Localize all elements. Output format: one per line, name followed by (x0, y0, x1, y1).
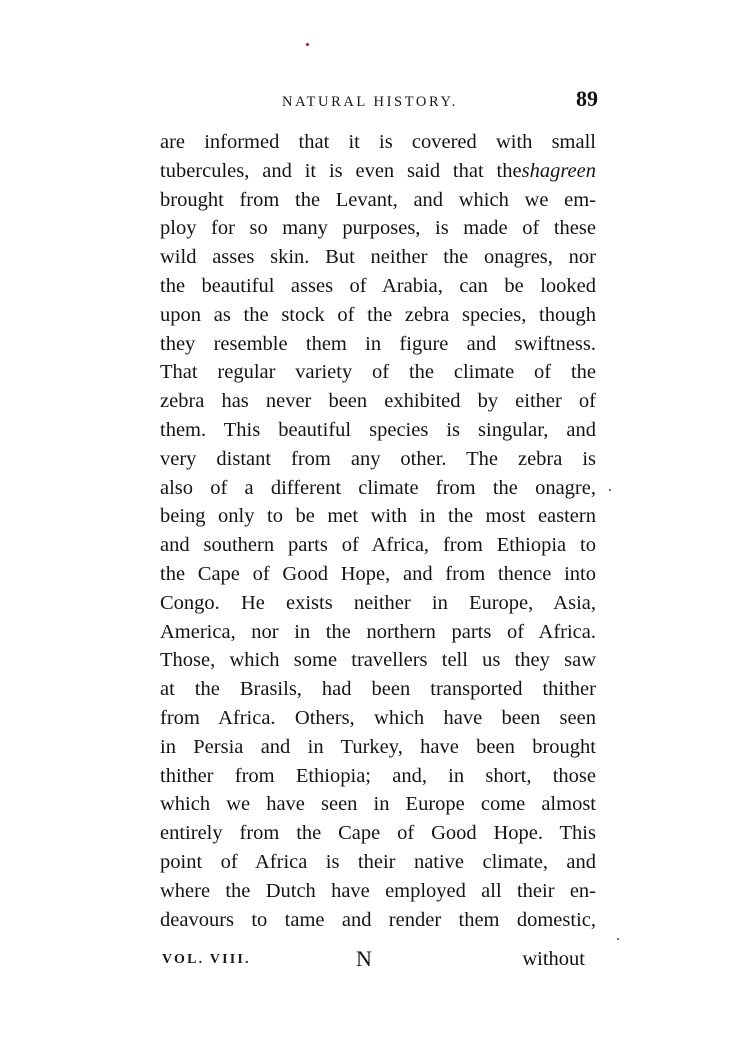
running-title: NATURAL HISTORY. (282, 94, 458, 110)
ink-speck (609, 489, 611, 491)
text-line: and southern parts of Africa, from Ethiopia to (160, 534, 596, 557)
gathering-mark: N (356, 946, 372, 971)
text-line: the beautiful asses of Arabia, can be looked (160, 274, 596, 297)
text-line: at the Brasils, had been transported thither (160, 678, 596, 701)
text-line: in Persia and in Turkey, have been brought (160, 735, 596, 758)
text-line: ploy for so many purposes, is made of these (160, 217, 596, 240)
text-line: deavours to tame and render them domestic, (160, 908, 596, 931)
text-line: which we have seen in Europe come almost (160, 793, 596, 816)
text-line: from Africa. Others, which have been seen (160, 706, 596, 729)
text-line: America, nor in the northern parts of Africa. (160, 620, 596, 643)
ink-speck (617, 938, 619, 940)
text-line: are informed that it is covered with small (160, 131, 596, 153)
italic-word: shagreen (521, 159, 596, 182)
text-line: upon as the stock of the zebra species, though (160, 303, 596, 326)
text-line: Congo. He exists neither in Europe, Asia, (160, 591, 596, 614)
text-line: they resemble them in figure and swiftness. (160, 332, 596, 355)
volume-signature: VOL. VIII. (162, 952, 251, 967)
text-line: That regular variety of the climate of the (160, 361, 596, 384)
text-line: the Cape of Good Hope, and from thence into (160, 562, 596, 585)
page-footer (160, 948, 585, 978)
text-line-part: tubercules, and it is even said that the (160, 159, 522, 182)
page-number: 89 (576, 86, 598, 111)
text-line: Those, which some travellers tell us they saw (160, 649, 596, 672)
text-line: brought from the Levant, and which we em- (160, 188, 596, 211)
text-line: entirely from the Cape of Good Hope. This (160, 822, 596, 845)
text-line: also of a different climate from the onagre, (160, 476, 596, 499)
body-text (160, 128, 596, 934)
text-line: where the Dutch have employed all their en- (160, 879, 596, 902)
ink-speck (306, 43, 309, 46)
running-head (160, 86, 600, 120)
text-line: zebra has never been exhibited by either of (160, 390, 596, 413)
text-line: very distant from any other. The zebra is (160, 447, 596, 470)
catchword: without (522, 948, 585, 970)
text-line: thither from Ethiopia; and, in short, those (160, 764, 596, 787)
text-line: being only to be met with in the most eastern (160, 505, 596, 528)
text-line (160, 157, 596, 186)
text-line: point of Africa is their native climate, and (160, 850, 596, 873)
text-line: them. This beautiful species is singular, and (160, 418, 596, 441)
text-line: wild asses skin. But neither the onagres, nor (160, 246, 596, 269)
